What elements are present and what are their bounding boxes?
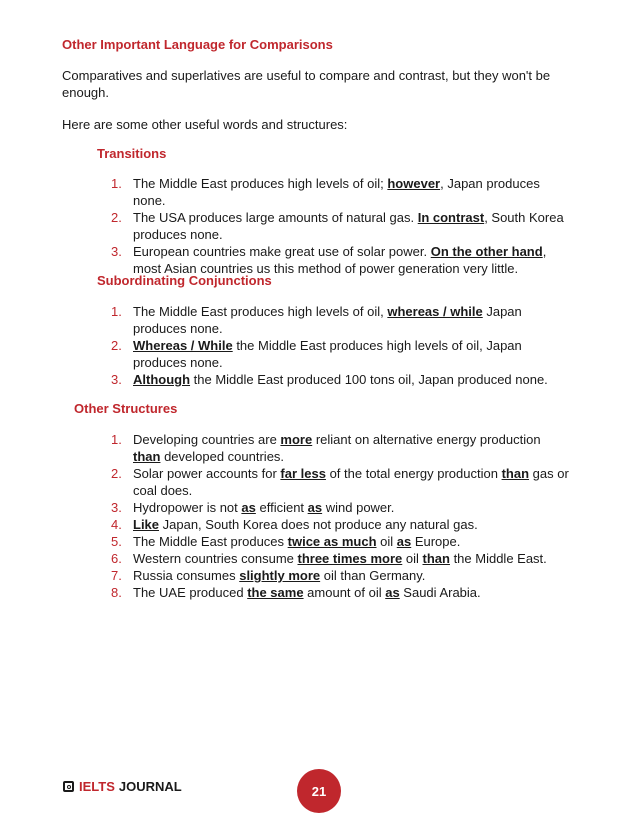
intro-paragraph-2: Here are some other useful words and structures:: [62, 117, 348, 132]
list-item: [111, 209, 571, 243]
list-item-text: developed countries.: [160, 449, 285, 464]
list-item-text: The Middle East produces high levels of oil;: [133, 176, 388, 191]
list-item-number: 1.: [111, 304, 122, 319]
list-item-number: 7.: [111, 568, 122, 583]
list-item-text: The Middle East produces high levels of oil,: [133, 304, 388, 319]
section-heading-other-structures: Other Structures: [74, 401, 178, 416]
list-item-text: Developing countries are: [133, 432, 281, 447]
list-item-text: the Middle East produces high levels of oil, Japan produces none.: [133, 338, 522, 370]
footer-brand: [63, 779, 182, 794]
other-structures-list: [111, 431, 571, 601]
list-item: [111, 499, 571, 516]
list-item-text: , most Asian countries us this method of power generation very little.: [133, 244, 547, 276]
subordinating-conjunctions-list: [111, 303, 571, 388]
list-item-text: of the total energy production: [325, 466, 502, 481]
list-item-number: 8.: [111, 585, 122, 600]
key-phrase: whereas / while: [387, 304, 483, 319]
list-item-text: Saudi Arabia.: [399, 585, 481, 600]
key-phrase: than: [501, 466, 530, 481]
list-item-text: Japan produces none.: [133, 304, 522, 336]
list-item: [111, 465, 571, 499]
key-phrase: far less: [280, 466, 326, 481]
list-item-text: Europe.: [411, 534, 461, 549]
page-number-badge: 21: [297, 769, 341, 813]
list-item-text: the Middle East.: [449, 551, 547, 566]
key-phrase: three times more: [297, 551, 403, 566]
key-phrase: Like: [133, 517, 160, 532]
list-item: [111, 567, 571, 584]
key-phrase: the same: [247, 585, 304, 600]
list-item-text: reliant on alternative energy production: [312, 432, 541, 447]
key-phrase: In contrast: [417, 210, 485, 225]
transitions-list: [111, 175, 571, 277]
list-item-text: Solar power accounts for: [133, 466, 281, 481]
list-item-number: 1.: [111, 432, 122, 447]
list-item: [111, 243, 571, 277]
list-item-text: wind power.: [322, 500, 395, 515]
key-phrase: twice as much: [287, 534, 377, 549]
key-phrase: than: [133, 449, 161, 464]
list-item-text: Western countries consume: [133, 551, 298, 566]
list-item-text: oil: [376, 534, 397, 549]
list-item-number: 3.: [111, 500, 122, 515]
list-item-number: 2.: [111, 466, 122, 481]
list-item-text: Russia consumes: [133, 568, 240, 583]
list-item-text: European countries make great use of solar power.: [133, 244, 431, 259]
list-item-text: amount of oil: [303, 585, 386, 600]
list-item-number: 6.: [111, 551, 122, 566]
intro-paragraph: Comparatives and superlatives are useful to compare and contrast, but they won't be enough.: [62, 68, 551, 100]
list-item: [111, 303, 571, 337]
page-title: Other Important Language for Comparisons: [62, 37, 333, 52]
list-item: [111, 337, 571, 371]
key-phrase: as: [307, 500, 323, 515]
list-item: [111, 584, 571, 601]
list-item-text: Hydropower is not: [133, 500, 242, 515]
list-item-number: 4.: [111, 517, 122, 532]
list-item-number: 5.: [111, 534, 122, 549]
key-phrase: Although: [133, 372, 191, 387]
key-phrase: more: [280, 432, 313, 447]
list-item-text: , South Korea produces none.: [133, 210, 564, 242]
list-item-text: gas or coal does.: [133, 466, 569, 498]
key-phrase: Whereas / While: [133, 338, 233, 353]
section-heading-transitions: Transitions: [97, 146, 167, 161]
key-phrase: as: [241, 500, 256, 515]
list-item-text: Japan, South Korea does not produce any natural gas.: [159, 517, 478, 532]
list-item-text: The Middle East produces: [133, 534, 288, 549]
brand-name-part2: JOURNAL: [118, 779, 182, 794]
key-phrase: as: [385, 585, 400, 600]
list-item: [111, 175, 571, 209]
key-phrase: as: [396, 534, 412, 549]
list-item-number: 3.: [111, 244, 122, 259]
list-item-text: the Middle East produced 100 tons oil, Japan produced none.: [190, 372, 548, 387]
instagram-icon: [63, 781, 74, 792]
list-item: [111, 516, 571, 533]
list-item-text: oil: [402, 551, 423, 566]
brand-name-part1: IELTS: [79, 779, 115, 794]
list-item-text: efficient: [255, 500, 308, 515]
key-phrase: than: [422, 551, 450, 566]
list-item: [111, 550, 571, 567]
key-phrase: however: [387, 176, 441, 191]
list-item-text: The UAE produced: [133, 585, 248, 600]
list-item: [111, 533, 571, 550]
list-item-text: , Japan produces none.: [133, 176, 540, 208]
list-item: [111, 431, 571, 465]
list-item-text: The USA produces large amounts of natural gas.: [133, 210, 418, 225]
key-phrase: On the other hand: [430, 244, 543, 259]
list-item: [111, 371, 571, 388]
key-phrase: slightly more: [239, 568, 321, 583]
section-heading-subordinating-conjunctions: Subordinating Conjunctions: [97, 273, 272, 288]
list-item-number: 1.: [111, 176, 122, 191]
list-item-number: 3.: [111, 372, 122, 387]
list-item-number: 2.: [111, 210, 122, 225]
list-item-text: oil than Germany.: [320, 568, 426, 583]
list-item-number: 2.: [111, 338, 122, 353]
